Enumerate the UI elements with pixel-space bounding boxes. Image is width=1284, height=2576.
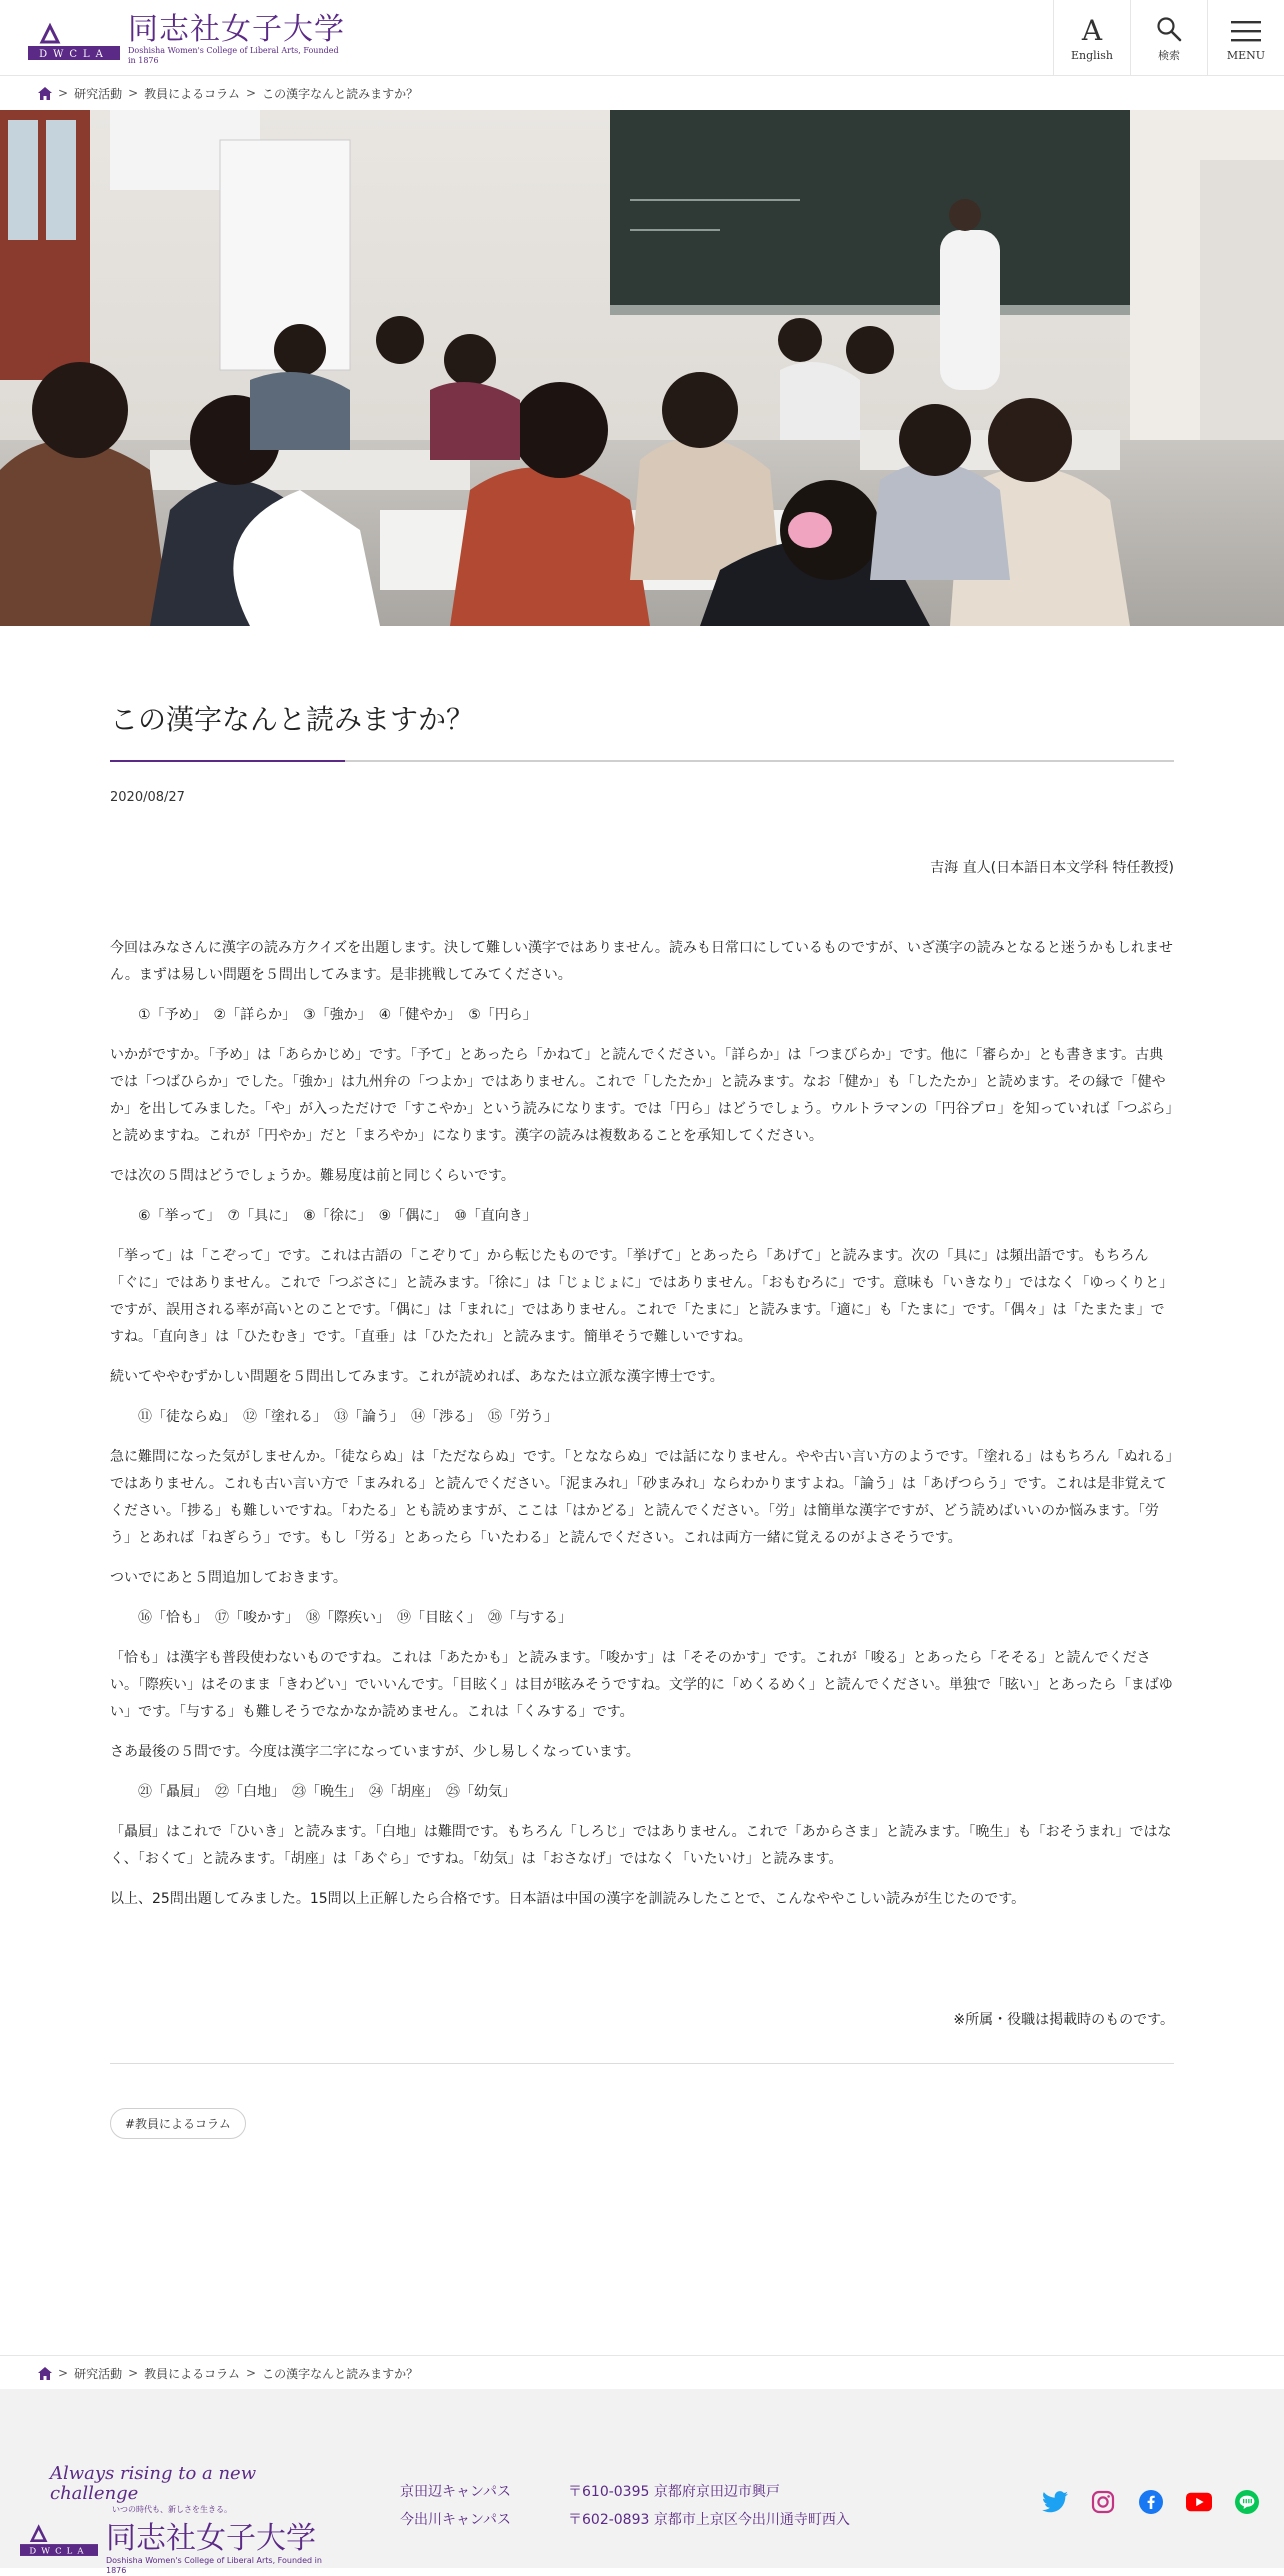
instagram-icon[interactable] [1090,2489,1116,2515]
article-title: この漢字なんと読みますか？ [110,703,475,736]
breadcrumb-bottom: > 研究活動 > 教員によるコラム > この漢字なんと読みますか？ [38,2358,418,2388]
quiz-list: ⑪「徒ならぬ」 ⑫「塗れる」 ⑬「論う」 ⑭「渉る」 ⑮「労う」 [138,1409,558,1425]
footer-logo[interactable] [20,2464,340,2576]
breadcrumb-link-column[interactable]: 教員によるコラム [144,86,241,101]
site-logo[interactable] [28,12,348,65]
logo-name: 同志社女子大学 [128,12,345,47]
menu-button[interactable] [1207,0,1284,76]
paragraph: 今回はみなさんに漢字の読み方クイズを出題します。決して難しい漢字ではありません。読みも日常口にしているものですが、いざ漢字の読みとなると迷うかもしれません。まずは易しい問題を５問出してみます。是非挑戦してみてください。 [110,940,1173,983]
paragraph: 「恰も」は漢字も普段使わないものですね。これは「あたかも」と読みます。「唆かす」は「そそのかす」です。これが「唆る」とあったら「そそる」と読んでください。「際疾い」はそのまま「きわどい」でいいんです。「目眩く」は目が眩みそうですね。文学的に「めくるめく」と読んでください。単独で「眩い」とあったら「まばゆい」です。「与する」も難しそうでなかなか読めません。これは「くみする」です。 [110,1650,1173,1720]
quiz-list: ⑥「挙って」 ⑦「具に」 ⑧「徐に」 ⑨「偶に」 ⑩「直向き」 [138,1208,537,1224]
breadcrumb-current: この漢字なんと読みますか？ [262,86,419,101]
tag-teacher-column[interactable]: #教員によるコラム [110,2108,246,2139]
english-label: English [1071,48,1113,62]
breadcrumb-link-research[interactable]: 研究活動 [74,2366,123,2381]
logo-mark-text: DWCLA [39,49,109,60]
paragraph: さあ最後の５問です。今度は漢字二字になっていますが、少し易しくなっています。 [110,1744,640,1760]
svg-text:DWCLA: DWCLA [29,2545,89,2556]
quiz-list: ①「予め」 ②「詳らか」 ③「強か」 ④「健やか」 ⑤「円ら」 [138,1007,537,1023]
paragraph: 以上、25問出題してみました。15問以上正解したら合格です。日本語は中国の漢字を訓読みしたことで、こんなややこしい読みが生じたのです。 [110,1891,1026,1907]
paragraph: 急に難問になった気がしませんか。「徒ならぬ」は「ただならぬ」です。「となならぬ」では話になりません。やや古い言い方のようです。「塗れる」はもちろん「ぬれる」ではありません。これも古い言い方で「まみれる」と読んでください。「泥まみれ」「砂まみれ」ならわかりますよね。「論う」は「あげつらう」です。これは是非覚えてください。「捗る」も難しいですね。「わたる」とも読めますが、ここは「はかどる」と読んでください。「労」は簡単な漢字ですが、どう読めばいいのか悩みます。「労う」とあれば「ねぎらう」です。もし「労る」とあったら「いたわる」と読んでください。これは両方一緒に覚えるのがよさそうです。 [110,1449,1173,1546]
site-footer [0,2389,1284,2575]
footer-name: 同志社女子大学 [106,2521,316,2556]
youtube-icon[interactable] [1186,2489,1212,2515]
paragraph: 「贔屓」はこれで「ひいき」と読みます。「白地」は難問です。もちろん「しろじ」ではありません。これで「あからさま」と読みます。「晩生」も「おそうまれ」ではなく、「おくて」と読みます。「胡座」は「あぐら」ですね。「幼気」は「おさなげ」ではなく「いたいけ」と読みます。 [110,1824,1172,1867]
twitter-icon[interactable] [1042,2489,1068,2515]
home-icon[interactable] [38,2367,52,2380]
paragraph: 続いてややむずかしい問題を５問出してみます。これが読めれば、あなたは立派な漢字博士です。 [110,1369,724,1385]
search-button[interactable] [1130,0,1207,76]
dwcla-logo-mark [28,20,120,60]
english-a-icon: A [1081,14,1103,47]
breadcrumb-link-research[interactable]: 研究活動 [74,86,123,101]
article [110,700,1174,2139]
campus-address-imadegawa: 〒602-0893 京都市上京区今出川通寺町西入 [568,2512,850,2528]
footer-tagline: Always rising to a new challenge [50,2463,257,2504]
footer-tagline-sub: いつの時代も、新しさを生きる。 [112,2505,232,2514]
campus-address-kyotanabe: 〒610-0395 京都府京田辺市興戸 [568,2484,780,2500]
header-actions [1053,0,1284,76]
line-icon[interactable] [1234,2489,1260,2515]
social-links [1042,2489,1260,2515]
logo-subtitle: Doshisha Women's College of Liberal Arts, Founded in 1876 [128,46,339,65]
article-date: 2020/08/27 [110,790,185,805]
breadcrumb: > 研究活動 > 教員によるコラム > この漢字なんと読みますか？ [38,78,418,108]
english-button[interactable] [1053,0,1130,76]
breadcrumb-link-column[interactable]: 教員によるコラム [144,2366,241,2381]
hamburger-icon [1231,19,1261,43]
facebook-icon[interactable] [1138,2489,1164,2515]
home-icon[interactable] [38,87,52,100]
paragraph: 「挙って」は「こぞって」です。これは古語の「こぞりて」から転じたものです。「挙げて」とあったら「あげて」と読みます。次の「具に」は頻出語です。もちろん「ぐに」ではありません。これで「つぶさに」と読みます。「徐に」は「じょじょに」ではありません。「おもむろに」です。意味も「いきなり」ではなく「ゆっくりと」ですが、誤用される率が高いとのことです。「偶に」は「まれに」ではありません。これで「たまに」と読みます。「適に」も「たまに」です。「偶々」は「たまたま」ですね。「直向き」は「ひたむき」です。「直垂」は「ひたたれ」と読みます。簡単そうで難しいですね。 [110,1248,1174,1345]
title-divider [110,760,1174,762]
affiliation-note: ※所属・役職は掲載時のものです。 [953,2012,1174,2028]
search-label: 検索 [1158,49,1180,62]
article-divider [110,2063,1174,2064]
dwcla-logo-mark [20,2522,98,2556]
site-header [0,0,1284,76]
campus-link-imadegawa[interactable]: 今出川キャンパス [400,2512,512,2528]
quiz-list: ⑯「恰も」 ⑰「唆かす」 ⑱「際疾い」 ⑲「目眩く」 ⑳「与する」 [138,1610,572,1626]
campus-link-kyotanabe[interactable]: 京田辺キャンパス [400,2484,512,2500]
search-icon [1156,16,1182,42]
breadcrumb-current: この漢字なんと読みますか？ [262,2366,419,2381]
paragraph: いかがですか。「予め」は「あらかじめ」です。「予て」とあったら「かねて」と読んでください。「詳らか」は「つまびらか」です。他に「審らか」とも書きます。古典では「つばひらか」でした。「強か」は九州弁の「つよか」ではありません。これで「したたか」と読みます。なお「健か」も「したたか」と読めます。その縁で「健やか」を出してみました。「や」が入っただけで「すこやか」という読みになります。では「円ら」はどうでしょう。ウルトラマンの「円谷プロ」を知っていれば「つぶら」と読めますね。これが「円やか」だと「まろやか」になります。漢字の読みは複数あることを承知してください。 [110,1047,1173,1144]
bottom-breadcrumb-bar [0,2355,1284,2389]
hero-classroom-image [0,110,1284,626]
article-author: 吉海 直人(日本語日本文学科 特任教授) [930,860,1174,876]
paragraph: ついでにあと５問追加しておきます。 [110,1570,347,1586]
menu-label: MENU [1226,48,1266,62]
quiz-list: ㉑「贔屓」 ㉒「白地」 ㉓「晩生」 ㉔「胡座」 ㉕「幼気」 [138,1784,516,1800]
footer-name-sub: Doshisha Women's College of Liberal Arts, Founded in 1876 [106,2556,322,2575]
article-body [110,935,1174,1913]
paragraph: では次の５問はどうでしょうか。難易度は前と同じくらいです。 [110,1168,515,1184]
